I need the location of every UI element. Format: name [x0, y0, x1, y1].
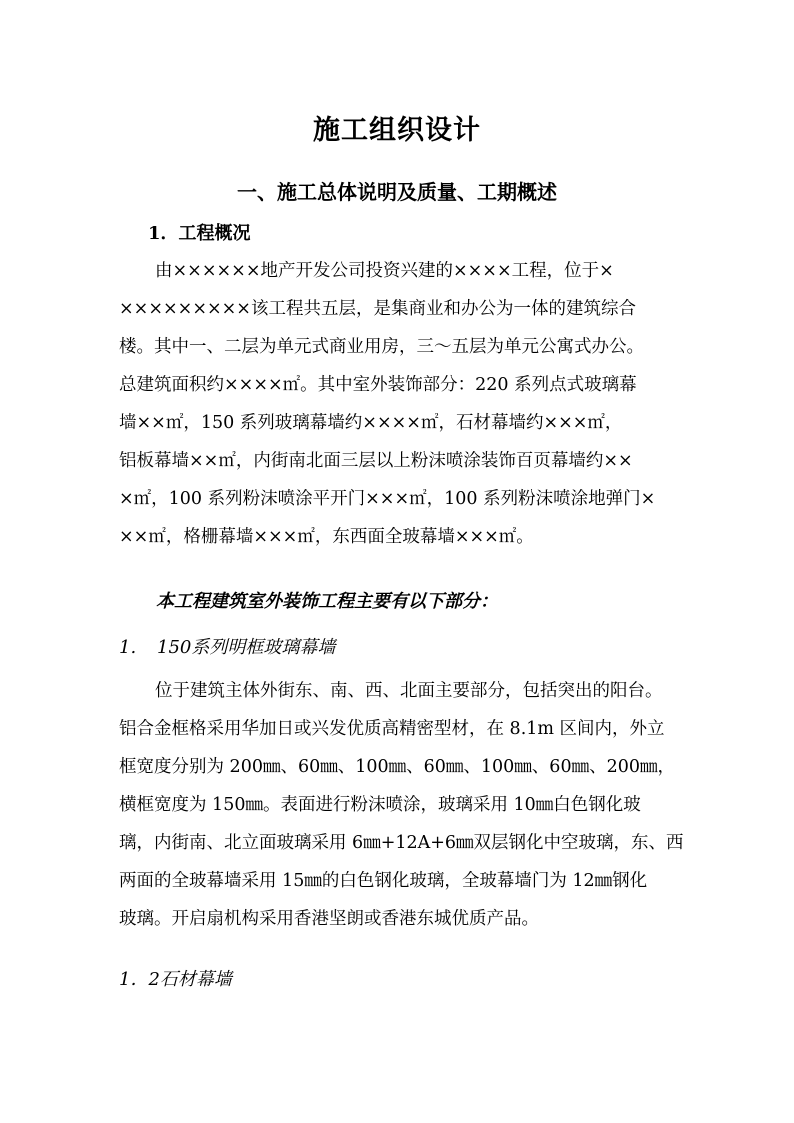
parts-intro: 本工程建筑室外装饰工程主要有以下部分：	[156, 591, 498, 612]
paragraph-line: 由××××××地产开发公司投资兴建的××××工程，位于×	[155, 261, 614, 281]
paragraph-line: ××㎡，格栅幕墙×××㎡，东西面全玻幕墙×××㎡。	[119, 527, 534, 547]
item-heading-1	[119, 633, 335, 659]
paragraph-line: 铝板幕墙××㎡，内街南北面三层以上粉沫喷涂装饰百页幕墙约××	[119, 451, 633, 471]
item-heading-2: 1．2石材幕墙	[119, 969, 232, 990]
paragraph-line: 墙××㎡，150 系列玻璃幕墙约××××㎡，石材幕墙约×××㎡，	[119, 413, 623, 433]
document-title: 施工组织设计	[313, 115, 481, 146]
item-number: 1.	[119, 637, 137, 658]
paragraph-line: 横框宽度为 150㎜。表面进行粉沫喷涂，玻璃采用 10㎜白色钢化玻	[119, 795, 641, 815]
paragraph-line: ×㎡，100 系列粉沫喷涂平开门×××㎡，100 系列粉沫喷涂地弹门×	[119, 489, 656, 509]
overview-paragraph	[119, 252, 685, 556]
paragraph-line: 总建筑面积约××××㎡。其中室外装饰部分：220 系列点式玻璃幕	[119, 375, 637, 395]
paragraph-line: 玻璃。开启扇机构采用香港坚朗或香港东城优质产品。	[119, 909, 539, 929]
paragraph-line: 铝合金框格采用华加日或兴发优质高精密型材，在 8.1m 区间内，外立	[119, 719, 665, 739]
paragraph-line: 框宽度分别为 200㎜、60㎜、100㎜、60㎜、100㎜、60㎜、200㎜，	[119, 757, 675, 777]
paragraph-line: 楼。其中一、二层为单元式商业用房，三～五层为单元公寓式办公。	[119, 337, 644, 357]
section-heading: 一、施工总体说明及质量、工期概述	[237, 180, 557, 204]
paragraph-line: ×××××××××该工程共五层，是集商业和办公为一体的建筑综合	[119, 299, 636, 319]
item-label: 150系列明框玻璃幕墙	[157, 637, 336, 658]
item1-paragraph	[119, 672, 685, 938]
sub-heading: 1．工程概况	[148, 223, 251, 244]
paragraph-line: 位于建筑主体外街东、南、西、北面主要部分，包括突出的阳台。	[155, 681, 663, 701]
paragraph-line: 两面的全玻幕墙采用 15㎜的白色钢化玻璃，全玻幕墙门为 12㎜钢化	[119, 871, 648, 891]
paragraph-line: 璃，内街南、北立面玻璃采用 6㎜+12A+6㎜双层钢化中空玻璃，东、西	[119, 833, 684, 853]
